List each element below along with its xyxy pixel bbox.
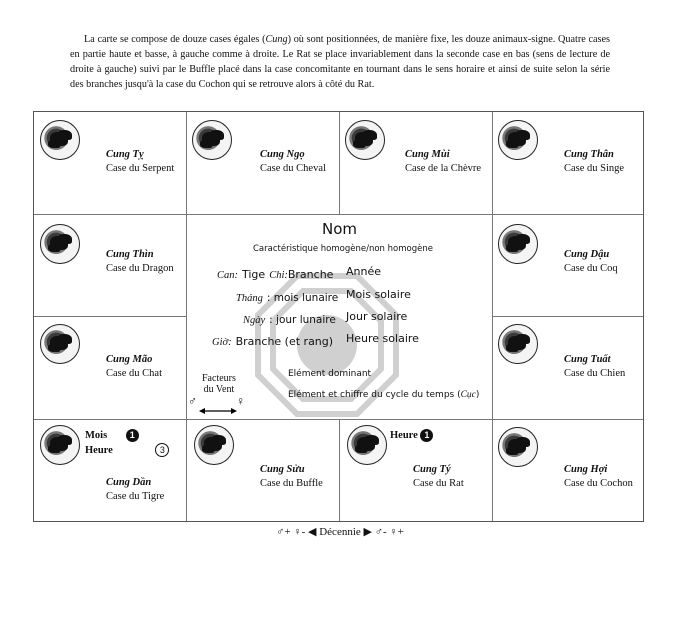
central-panel [186, 214, 492, 419]
goat-icon [345, 120, 385, 160]
rat-icon [347, 425, 387, 465]
pig-icon [498, 427, 538, 467]
cell-tigre [34, 419, 186, 521]
buffalo-icon [194, 425, 234, 465]
female-symbol-icon: ♀ [236, 394, 245, 408]
cung-name: Cung Ngọ [260, 149, 305, 160]
dragon-icon [40, 224, 80, 264]
mois-solaire-label: Mois solaire [346, 288, 411, 301]
intro-paragraph [70, 32, 610, 92]
jour-lunaire-label: : jour lunaire [269, 314, 336, 326]
can-label: Can: [217, 270, 238, 281]
case-name: Case du Cochon [564, 478, 633, 489]
cung-name: Cung Tỵ [106, 149, 144, 160]
cung-name: Cung Thân [564, 149, 614, 160]
case-name: Case du Singe [564, 163, 625, 174]
number-badge-outlined: 3 [155, 443, 169, 457]
cung-name: Cung Dần [106, 477, 152, 488]
cung-name: Cung Dậu [564, 249, 610, 260]
cell-dragon [34, 214, 186, 316]
dog-icon [498, 324, 538, 364]
cell-chien [492, 316, 645, 419]
heure-label: Heure [390, 430, 418, 441]
tiger-icon [40, 425, 80, 465]
cung-name: Cung Tý [413, 464, 451, 475]
cell-cheval [186, 112, 339, 214]
male-symbol-icon: ♂ [188, 394, 197, 408]
case-name: Case du Tigre [106, 491, 165, 502]
tige-label: Tige [242, 268, 266, 281]
rooster-icon [498, 224, 538, 264]
cell-coq [492, 214, 645, 316]
element-chiffre-label: Elément et chiffre du cycle du temps ( [288, 390, 461, 400]
cung-name: Cung Tuất [564, 354, 611, 365]
snake-icon [40, 120, 80, 160]
cell-cochon [492, 419, 645, 521]
cung-name: Cung Thìn [106, 249, 154, 260]
thang-label: Tháng [236, 293, 263, 304]
annee-label: Année [346, 265, 382, 278]
cat-icon [40, 324, 80, 364]
cell-chat [34, 316, 186, 419]
case-name: Case du Buffle [260, 478, 323, 489]
cell-singe [492, 112, 645, 214]
facteurs-label: Facteurs [202, 373, 236, 384]
intro-text-rest: ) où sont positionnées, de manière fixe, les douze animaux-signe. Quatre cases en partie haute et basse, à gauche comme à droite. Le Rat se place invariablement dans la seconde case en bas (sens de lecture de droite à gauche) suivi par le Buffle placé dans la case concomitante en tournant dans le sens horaire et ainsi de suite selon la série des branches jusqu'à la case du Cochon qui se retrouve alors à côté du Rat. [70, 34, 610, 90]
cung-name: Cung Mão [106, 354, 153, 365]
cell-rat [339, 419, 492, 521]
cell-chevre [339, 112, 492, 214]
monkey-icon [498, 120, 538, 160]
double-arrow-icon [199, 407, 237, 415]
jour-solaire-label: Jour solaire [346, 310, 408, 323]
close-paren: ) [475, 390, 480, 400]
du-vent-label: du Vent [203, 384, 235, 395]
number-badge-filled: 1 [420, 429, 433, 442]
heure-label: Heure [85, 445, 113, 456]
case-name: Case du Chien [564, 368, 626, 379]
case-name: Case de la Chèvre [405, 163, 482, 174]
branche-rang-label: Branche (et rang) [235, 335, 334, 348]
chi-label: Chi: [269, 270, 288, 281]
case-name: Case du Cheval [260, 163, 326, 174]
case-name: Case du Coq [564, 263, 618, 274]
decennie-legend: ♂+ ♀- ◀ Décennie ▶ ♂- ♀+ [276, 526, 404, 538]
cell-serpent [34, 112, 186, 214]
caracteristique-label: Caractéristique homogène/non homogène [253, 244, 433, 254]
case-name: Case du Serpent [106, 163, 175, 174]
nom-title: Nom [322, 220, 358, 238]
case-name: Case du Rat [413, 478, 464, 489]
intro-text-italic: Cung [265, 34, 288, 45]
case-name: Case du Chat [106, 368, 162, 379]
ngay-label: Ngày [243, 315, 266, 326]
branche-label: Branche [287, 268, 334, 281]
cell-buffle [186, 419, 339, 521]
heure-solaire-label: Heure solaire [346, 332, 419, 345]
gio-label: Giờ: [212, 337, 232, 348]
number-badge-filled: 1 [126, 429, 139, 442]
case-name: Case du Dragon [106, 263, 174, 274]
intro-text-start: La carte se compose de douze cases égales ( [84, 34, 266, 45]
cung-name: Cung Sửu [260, 464, 305, 475]
element-dominant-label: Elément dominant [288, 369, 372, 379]
cuc-label: Cục [460, 390, 476, 400]
cung-name: Cung Mùi [405, 149, 450, 160]
horse-icon [192, 120, 232, 160]
mois-label: Mois [85, 430, 108, 441]
cung-name: Cung Hợi [564, 464, 608, 475]
mois-lunaire-label: : mois lunaire [266, 292, 339, 304]
